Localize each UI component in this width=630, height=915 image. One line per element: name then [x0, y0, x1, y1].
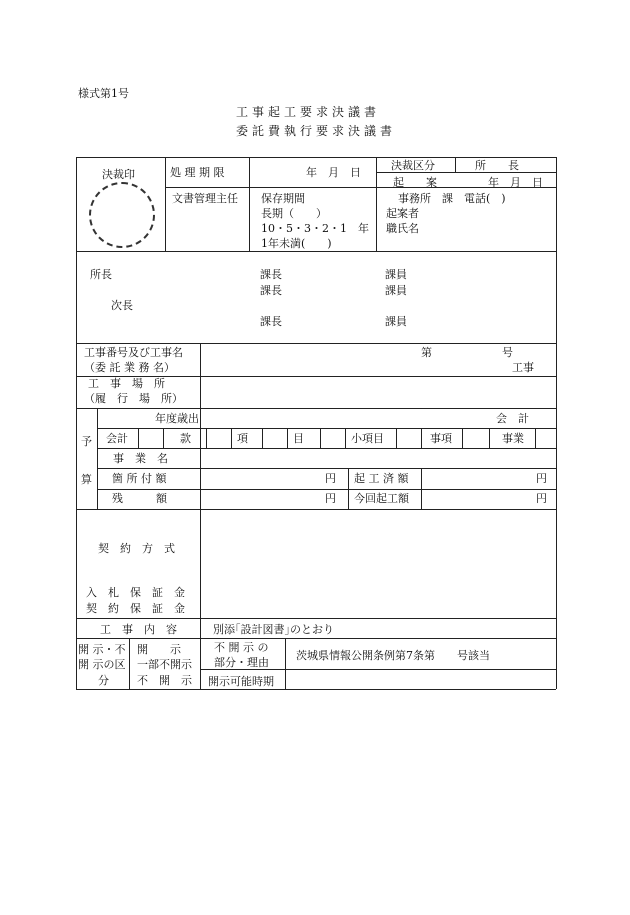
staff-1: 課員	[385, 268, 407, 281]
retention-period-label: 保存期間	[261, 192, 305, 205]
balance-label: 残 額	[112, 492, 167, 505]
yen-4: 円	[536, 492, 547, 505]
budget-label-yo: 予	[81, 435, 92, 448]
site-label: 工 事 場 所	[88, 377, 165, 390]
decision-category-label: 決裁区分	[391, 159, 435, 172]
form-number: 様式第1号	[78, 87, 129, 100]
work-no-prefix: 第	[421, 346, 432, 359]
contract-method-label: 契 約 方 式	[98, 542, 175, 555]
title-line-2: 委託費執行要求決議書	[236, 124, 397, 138]
disclose-option: 開 示	[137, 643, 181, 656]
kou-label: 項	[237, 432, 248, 445]
current-amount-label: 今回起工額	[354, 492, 409, 505]
disclosure-category-l1: 開 示・不	[78, 643, 126, 656]
staff-2: 課員	[385, 284, 407, 297]
jigyou-label: 事業	[502, 432, 524, 445]
allocated-amount-label: 箇 所 付 額	[112, 472, 167, 485]
budget-label-san: 算	[81, 473, 92, 486]
drafter-label: 起案者	[386, 207, 419, 220]
kan-label: 款	[180, 432, 191, 445]
work-content-value: 別添｢設計図書｣のとおり	[213, 623, 334, 636]
yen-1: 円	[325, 472, 336, 485]
title-name-label: 職氏名	[386, 222, 419, 235]
disclosure-category-l2: 開 示の区	[78, 658, 126, 671]
bid-bond-label: 入 札 保 証 金	[86, 586, 185, 599]
non-disclose-option: 不 開 示	[137, 674, 192, 687]
years-options: 10・5・3・2・1 年	[261, 222, 369, 235]
deputy-label: 次長	[111, 299, 133, 312]
performance-site-label: （履 行 場 所）	[84, 392, 183, 405]
commission-name-label: （委 託 業 務 名）	[84, 361, 175, 374]
processing-deadline-date: 年 月 日	[306, 166, 361, 179]
section-chief-2: 課長	[260, 284, 282, 297]
work-content-label: 工 事 内 容	[100, 623, 177, 636]
director-label: 所長	[90, 268, 112, 281]
office-section-phone: 事務所 課 電話( )	[398, 192, 506, 205]
work-no-suffix: 号	[502, 346, 513, 359]
started-amount-label: 起 工 済 額	[354, 472, 409, 485]
project-name-label: 事 業 名	[113, 452, 168, 465]
jikou-label: 事項	[430, 432, 452, 445]
section-chief-3: 課長	[260, 315, 282, 328]
construction-label: 工事	[512, 361, 534, 374]
partial-disclose-option: 一部不開示	[137, 658, 192, 671]
non-disclosure-part-l1: 不 開 示 の	[214, 641, 269, 654]
fiscal-year-expenditure: 年度歳出	[155, 412, 199, 425]
drafted-date: 年 月 日	[488, 176, 543, 189]
yen-2: 円	[536, 472, 547, 485]
seal-label: 決裁印	[102, 168, 135, 181]
disclosure-category-l3: 分	[98, 674, 109, 687]
accounting-label: 会 計	[496, 412, 529, 425]
possible-time-label: 開示可能時期	[208, 675, 274, 688]
processing-deadline-label: 処 理 期 限	[170, 166, 225, 179]
sub-item-label: 小項目	[351, 432, 384, 445]
staff-3: 課員	[385, 315, 407, 328]
non-disclosure-part-l2: 部分・理由	[214, 656, 269, 669]
moku-label: 目	[293, 432, 304, 445]
kaikei-label: 会計	[106, 432, 128, 445]
work-number-name-label: 工事番号及び工事名	[84, 346, 183, 359]
ordinance-text: 茨城県情報公開条例第7条第 号該当	[296, 649, 490, 662]
section-chief-1: 課長	[260, 268, 282, 281]
long-term-label: 長期（ ）	[261, 207, 327, 220]
under-one-year: 1年未満( )	[261, 237, 332, 250]
doc-manager-label: 文書管理主任	[172, 192, 238, 205]
contract-bond-label: 契 約 保 証 金	[86, 602, 185, 615]
yen-3: 円	[325, 492, 336, 505]
chief-label: 所 長	[475, 159, 519, 172]
seal-circle	[89, 182, 155, 248]
drafted-label: 起 案	[393, 176, 437, 189]
title-line-1: 工事起工要求決議書	[236, 105, 381, 119]
